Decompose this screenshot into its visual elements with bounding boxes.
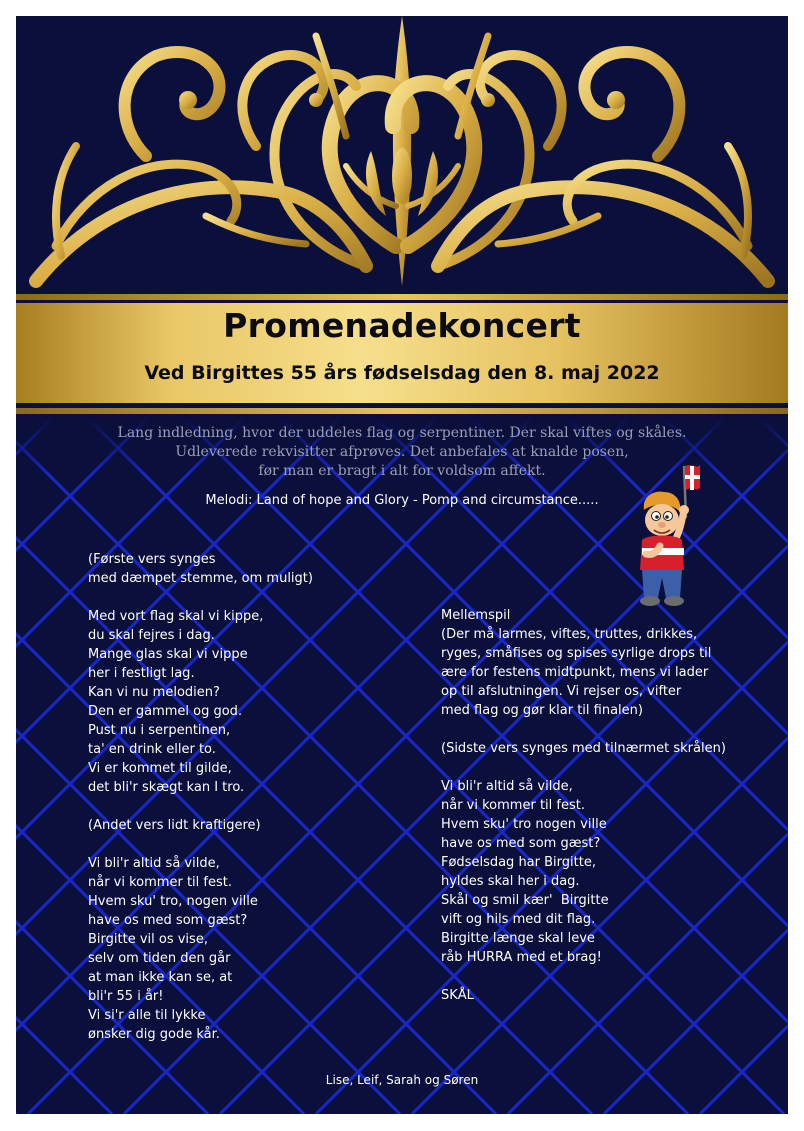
verse-line: Hvem sku' tro nogen ville	[441, 817, 607, 832]
page-title: Promenadekoncert	[223, 306, 581, 345]
verse-line: du skal fejres i dag.	[88, 628, 215, 643]
verse-line: Vi bli'r altid så vilde,	[88, 856, 220, 871]
verse-line: hyldes skal her i dag.	[441, 874, 580, 889]
verse-line: når vi kommer til fest.	[88, 875, 232, 890]
verse-line: Vi si'r alle til lykke	[88, 1008, 206, 1023]
verse-line: at man ikke kan se, at	[88, 970, 233, 985]
verse-line: Kan vi nu melodien?	[88, 685, 220, 700]
gold-filigree-crown-icon	[16, 16, 788, 296]
verse-line	[88, 835, 313, 854]
verse-line: Den er gammel og god.	[88, 704, 243, 719]
verse-line: Pust nu i serpentinen,	[88, 723, 231, 738]
verse-line: ære for festens midtpunkt, mens vi lader	[441, 665, 709, 680]
melody-line: Melodi: Land of hope and Glory - Pomp and circumstance.....	[205, 493, 599, 508]
verse-line: råb HURRA med et brag!	[441, 950, 602, 965]
verse-line: Skål og smil kær' Birgitte	[441, 893, 609, 908]
verse-line: (Første vers synges	[88, 552, 216, 567]
verse-line: når vi kommer til fest.	[441, 798, 585, 813]
verse-line: Vi bli'r altid så vilde,	[441, 779, 573, 794]
intro-line: før man er bragt i alt for voldsom affekt.	[258, 463, 546, 479]
verse-line	[88, 797, 313, 816]
page-subtitle: Ved Birgittes 55 års fødselsdag den 8. maj 2022	[144, 362, 660, 384]
verse-line: (Andet vers lidt kraftigere)	[88, 818, 261, 833]
gold-rule-top	[16, 294, 788, 300]
verse-line: Med vort flag skal vi kippe,	[88, 609, 264, 624]
intro-line: Lang indledning, hvor der uddeles flag og serpentiner. Der skal viftes og skåles.	[117, 425, 687, 441]
verse-line: med dæmpet stemme, om muligt)	[88, 571, 313, 586]
verse-line: Fødselsdag har Birgitte,	[441, 855, 596, 870]
verse-column-right	[441, 606, 726, 1005]
verse-line	[88, 588, 313, 607]
verse-line: Birgitte længe skal leve	[441, 931, 595, 946]
verse-line: selv om tiden den går	[88, 951, 231, 966]
signature: Lise, Leif, Sarah og Søren	[325, 1073, 479, 1087]
verse-line	[441, 967, 726, 986]
verse-line	[441, 720, 726, 739]
verse-line: her i festligt lag.	[88, 666, 195, 681]
gold-rule-bottom	[16, 408, 788, 414]
verse-line: (Sidste vers synges med tilnærmet skrålen)	[441, 741, 726, 756]
verse-line: ønsker dig gode kår.	[88, 1027, 220, 1042]
intro-line: Udleverede rekvisitter afprøves. Det anbefales at knalde posen,	[175, 444, 629, 460]
verse-line: ta' en drink eller to.	[88, 742, 216, 757]
danish-flag-fan-icon	[628, 458, 700, 608]
invitation-page	[16, 16, 788, 1114]
verse-line: Mellemspil	[441, 608, 511, 623]
verse-line: SKÅL	[441, 988, 474, 1003]
verse-line: (Der må larmes, viftes, truttes, drikkes,	[441, 627, 698, 642]
verse-column-left	[88, 550, 313, 1044]
verse-line: ryges, småfises og spises syrlige drops til	[441, 646, 712, 661]
verse-line	[441, 758, 726, 777]
verse-line: have os med som gæst?	[88, 913, 248, 928]
verse-line: Mange glas skal vi vippe	[88, 647, 248, 662]
verse-line: op til afslutningen. Vi rejser os, vifter	[441, 684, 682, 699]
verse-line: Vi er kommet til gilde,	[88, 761, 232, 776]
verse-line: have os med som gæst?	[441, 836, 601, 851]
verse-line: vift og hils med dit flag.	[441, 912, 596, 927]
verse-line: med flag og gør klar til finalen)	[441, 703, 643, 718]
verse-line: bli'r 55 i år!	[88, 989, 164, 1004]
verse-line: Hvem sku' tro, nogen ville	[88, 894, 258, 909]
verse-line: Birgitte vil os vise,	[88, 932, 208, 947]
verse-line: det bli'r skægt kan I tro.	[88, 780, 245, 795]
